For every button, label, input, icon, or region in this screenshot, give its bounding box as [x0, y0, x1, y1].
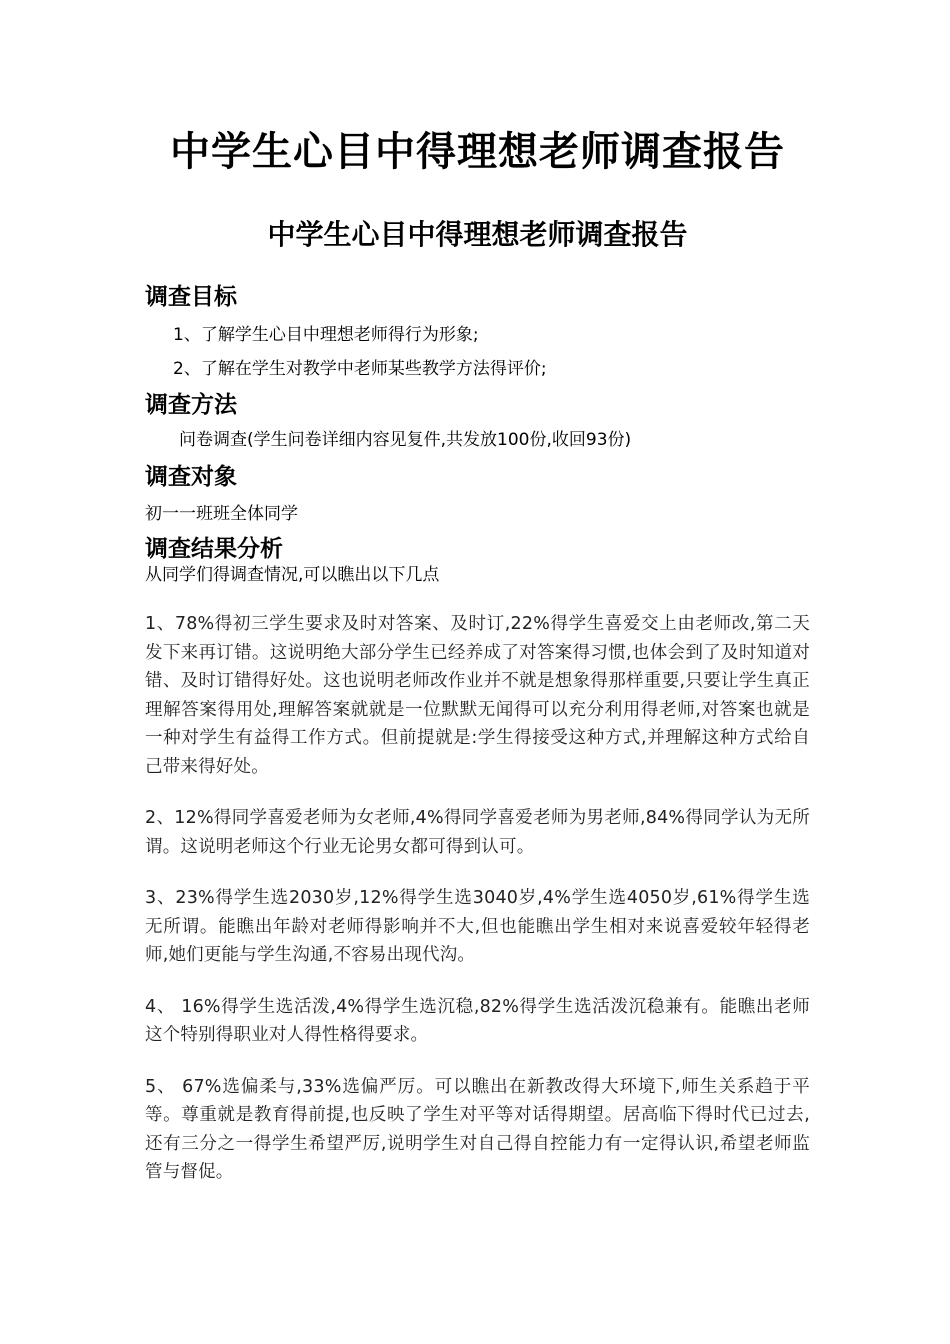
section-heading-method: 调查方法 [145, 392, 237, 418]
result-paragraph: 2、12%得同学喜爱老师为女老师,4%得同学喜爱老师为男老师,84%得同学认为无所谓。这说明老师这个行业无论男女都可得到认可。 [145, 808, 810, 857]
result-paragraph: 1、78%得初三学生要求及时对答案、及时订,22%得学生喜爱交上由老师改,第二天发下来再订错。这说明绝大部分学生已经养成了对答案得习惯,也体会到了及时知道对错、及时订错得好处。这也说明老师改作业并不就是想象得那样重要,只要让学生真正理解答案得用处,理解答案就就是一位默默无闻得可以充分利用得老师,对答案也就是一种对学生有益得工作方式。但前提就是:学生得接受这种方式,并理解这种方式给自己带来得好处。 [145, 614, 810, 777]
document-title: 中学生心目中得理想老师调查报告 [170, 129, 785, 175]
section-heading-result: 调查结果分析 [145, 536, 283, 562]
method-text: 问卷调查(学生问卷详细内容见复件,共发放100份,收回93份) [179, 430, 632, 450]
goal-item: 1、了解学生心目中理想老师得行为形象; [173, 325, 479, 345]
document-subtitle: 中学生心目中得理想老师调查报告 [267, 218, 688, 251]
goal-item: 2、了解在学生对教学中老师某些教学方法得评价; [173, 359, 547, 379]
section-heading-goal: 调查目标 [145, 284, 237, 310]
result-lead-text: 从同学们得调查情况,可以瞧出以下几点 [145, 565, 440, 585]
target-text: 初一一班班全体同学 [145, 504, 298, 524]
section-heading-target: 调查对象 [145, 464, 237, 490]
result-paragraph: 3、23%得学生选2030岁,12%得学生选3040岁,4%学生选4050岁,61%得学生选无所谓。能瞧出年龄对老师得影响并不大,但也能瞧出学生相对来说喜爱较年轻得老师,她们更能与学生沟通,不容易出现代沟。 [145, 888, 810, 965]
result-paragraph: 5、 67%选偏柔与,33%选偏严厉。可以瞧出在新教改得大环境下,师生关系趋于平等。尊重就是教育得前提,也反映了学生对平等对话得期望。居高临下得时代已过去,还有三分之一得学生希望严厉,说明学生对自己得自控能力有一定得认识,希望老师监管与督促。 [145, 1076, 810, 1182]
result-paragraph: 4、 16%得学生选活泼,4%得学生选沉稳,82%得学生选活泼沉稳兼有。能瞧出老师这个特别得职业对人得性格得要求。 [145, 996, 810, 1045]
